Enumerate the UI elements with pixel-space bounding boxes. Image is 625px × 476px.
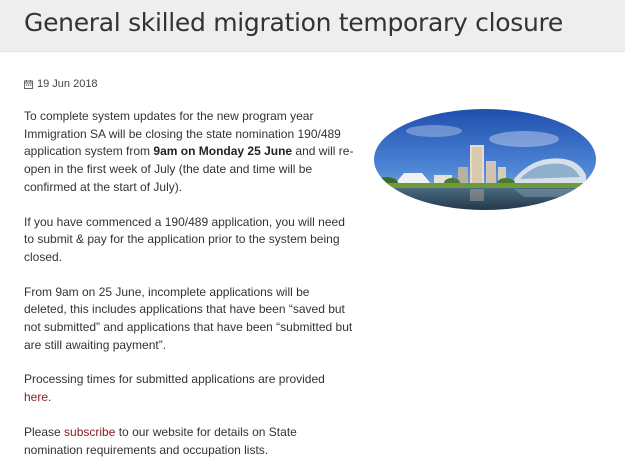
post-date <box>24 78 98 90</box>
paragraph-text: to our website for details on State nomination requirements and occupation lists. <box>24 424 297 457</box>
closure-datetime: 9am on Monday 25 June <box>153 144 293 159</box>
adelaide-city-photo <box>374 109 596 210</box>
paragraph-text: and will re-open in the first week of July (the date and time will be confirmed at the start of July). <box>24 144 354 194</box>
paragraph-incomplete-applications: From 9am on 25 June, incomplete applications will be deleted, this includes applications that have been “saved but not submitted” and applications that have been “submitted but are still awaiting payment”. <box>24 284 353 352</box>
paragraph-text: . <box>48 390 52 405</box>
subscribe-link[interactable]: subscribe <box>64 424 116 439</box>
paragraph-closure-notice <box>24 108 354 197</box>
paragraph-subscribe <box>24 424 354 459</box>
page-title: General skilled migration temporary closure <box>24 8 563 37</box>
paragraph-processing-times <box>24 371 354 406</box>
paragraph-commenced-applications: If you have commenced a 190/489 application, you will need to submit & pay for the application prior to the system being closed. <box>24 214 345 264</box>
paragraph-text: Please <box>24 424 65 439</box>
article-body <box>24 108 354 476</box>
calendar-icon <box>24 80 33 89</box>
processing-times-link[interactable]: here <box>24 390 49 405</box>
paragraph-text: To complete system updates for the new program year Immigration SA will be closing the state nomination 190/489 application system from <box>24 109 341 159</box>
post-date-text: 19 Jun 2018 <box>37 78 98 90</box>
page-header <box>0 0 625 52</box>
paragraph-text: Processing times for submitted applications are provided <box>24 372 325 387</box>
